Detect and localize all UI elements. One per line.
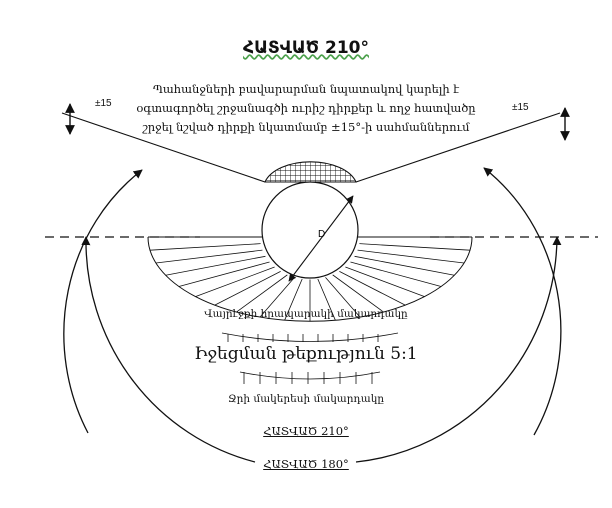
- fan-ray: [156, 250, 263, 263]
- landing-level-ruler: [222, 333, 398, 342]
- ruler-curve-upper: [222, 333, 398, 342]
- fan-ray: [339, 271, 405, 305]
- description-text: Պահանջների բավարարման նպատակով կարելի է օգտագործել շրջանագծի ուրիշ դիրքեր և ողջ հատվածը շրջել նշված դիրքի նկատմամբ ±15°-ի սահմաններում: [136, 82, 476, 134]
- fan-ray: [358, 250, 465, 263]
- sector-210-label: ՀԱՏՎԱԾ 210°: [263, 424, 349, 438]
- lower-scale-label: Ջրի մակերեսի մակարդակը: [227, 393, 385, 405]
- fan-ray: [236, 275, 287, 312]
- tolerance-label-right: ±15: [512, 102, 529, 113]
- scale-ratio-label: Իջեցման թեքություն 5:1: [194, 344, 418, 364]
- tolerance-label-left: ±15: [95, 98, 112, 109]
- diameter-label: D: [318, 229, 326, 240]
- fan-ray: [359, 244, 470, 251]
- upper-scale-label: Վայրէջքի հրապարակի մակարդակը: [204, 308, 408, 320]
- main-circle: [262, 182, 358, 278]
- ruler-curve-lower: [240, 372, 380, 379]
- fan-ray: [215, 271, 281, 305]
- fan-ray: [150, 244, 261, 251]
- fan-ray: [355, 256, 455, 275]
- diagram-title: ՀԱՏՎԱԾ 210°: [243, 38, 369, 58]
- sector-180-label: ՀԱՏՎԱԾ 180°: [263, 457, 349, 471]
- fan-ray: [333, 275, 384, 312]
- water-level-ruler: [240, 372, 380, 384]
- hatched-zone: [265, 162, 356, 182]
- fan-ray: [166, 256, 266, 275]
